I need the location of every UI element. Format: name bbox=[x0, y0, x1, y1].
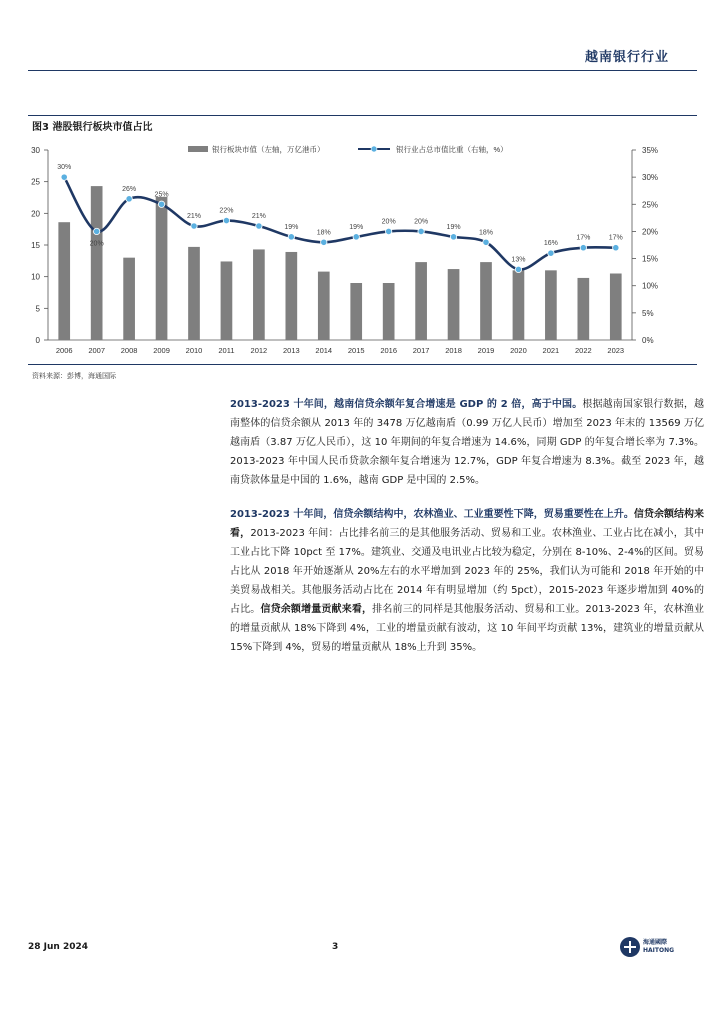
bar-2012 bbox=[253, 249, 265, 340]
ratio-marker-2016 bbox=[385, 228, 391, 234]
right-axis-tick-label: 15% bbox=[642, 254, 659, 264]
paragraph-lead: 2013-2023 十年间，信贷余额结构中，农林渔业、工业重要性下降，贸易重要性在上升。 bbox=[230, 509, 634, 520]
x-axis-tick-label: 2013 bbox=[282, 346, 300, 355]
x-axis-tick-label: 2012 bbox=[250, 346, 268, 355]
header-divider bbox=[28, 70, 697, 71]
ratio-marker-2008 bbox=[126, 196, 132, 202]
ratio-data-label: 17% bbox=[576, 234, 591, 242]
bar-2022 bbox=[577, 278, 589, 340]
figure-bottom-rule bbox=[28, 364, 697, 365]
ratio-marker-2013 bbox=[288, 234, 294, 240]
ratio-data-label: 16% bbox=[543, 240, 558, 248]
ratio-data-label: 20% bbox=[381, 218, 396, 226]
ratio-data-label: 30% bbox=[57, 164, 72, 172]
bar-2018 bbox=[448, 269, 460, 340]
haitong-logo bbox=[620, 937, 674, 957]
ratio-data-label: 26% bbox=[122, 185, 137, 193]
bar-2011 bbox=[221, 261, 233, 340]
bar-2014 bbox=[318, 272, 330, 340]
x-axis-tick-label: 2009 bbox=[153, 346, 170, 355]
paragraph-credit-structure bbox=[230, 505, 704, 657]
left-axis-tick-label: 10 bbox=[31, 272, 40, 282]
legend-bar-swatch bbox=[188, 146, 208, 152]
paragraph-bold-phrase: 信贷余额增量贡献来看， bbox=[260, 604, 373, 615]
legend-bar-label: 银行板块市值（左轴，万亿港币） bbox=[212, 145, 325, 154]
ratio-marker-2006 bbox=[61, 174, 67, 180]
figure-top-rule bbox=[28, 115, 697, 116]
left-axis-tick-label: 25 bbox=[31, 177, 40, 187]
right-axis-tick-label: 0% bbox=[642, 336, 654, 345]
right-axis-tick-label: 25% bbox=[642, 200, 659, 210]
logo-text-en: HAITONG bbox=[643, 947, 675, 954]
ratio-data-label: 22% bbox=[219, 207, 234, 215]
ratio-data-label: 21% bbox=[186, 213, 202, 220]
bar-2008 bbox=[123, 258, 135, 340]
ratio-marker-2014 bbox=[321, 239, 327, 245]
bar-2009 bbox=[156, 197, 168, 340]
x-axis-tick-label: 2007 bbox=[88, 346, 106, 355]
figure-source: 资料来源：彭博，海通国际 bbox=[32, 372, 116, 380]
ratio-marker-2020 bbox=[515, 266, 521, 272]
paragraph-body: 排名前三的同样是其他服务活动、贸易和工业。2013-2023 年，农林渔业的增量贡献从 18%下降到 4%，工业的增量贡献有波动，这 10 年间平均贡献 13%，建筑业的增量贡献从 15%下降到 4%，贸易的增量贡献从 18%上升到 35%。 bbox=[230, 604, 705, 653]
ratio-marker-2011 bbox=[223, 217, 229, 223]
legend-line-marker bbox=[371, 146, 377, 152]
x-axis-tick-label: 2022 bbox=[574, 346, 592, 355]
x-axis-tick-label: 2017 bbox=[412, 346, 430, 355]
ratio-data-label: 19% bbox=[349, 223, 364, 231]
bar-2023 bbox=[610, 274, 622, 341]
x-axis-tick-label: 2014 bbox=[315, 346, 333, 355]
ratio-marker-2015 bbox=[353, 234, 359, 240]
x-axis-tick-label: 2020 bbox=[510, 346, 527, 355]
paragraph-bold-phrase: 信贷余额结构来看， bbox=[230, 509, 705, 539]
x-axis-tick-label: 2021 bbox=[542, 346, 560, 355]
ratio-marker-2021 bbox=[548, 250, 554, 256]
bar-2021 bbox=[545, 270, 557, 340]
right-axis-tick-label: 5% bbox=[642, 308, 654, 318]
ratio-marker-2018 bbox=[450, 234, 456, 240]
ratio-marker-2019 bbox=[483, 239, 489, 245]
ratio-marker-2022 bbox=[580, 245, 586, 251]
page-number: 3 bbox=[332, 942, 339, 952]
ratio-marker-2012 bbox=[256, 223, 262, 229]
bar-2015 bbox=[350, 283, 362, 340]
right-axis-tick-label: 10% bbox=[642, 281, 659, 291]
ratio-marker-2009 bbox=[158, 201, 164, 207]
paragraph-credit-growth bbox=[230, 395, 704, 490]
left-axis-tick-label: 20 bbox=[31, 209, 40, 219]
paragraph-body: 根据越南国家银行数据，越南整体的信贷余额从 2013 年的 3478 万亿越南盾（0.99 万亿人民币）增加至 2023 年末的 13569 万亿越南盾（3.87 万亿人民币），这 10 年期间的年复合增速为 14.6%，同期 GDP 的年复合增长率为 7.3%。2013-2023 年中国人民币贷款余额年复合增速为 12.7%，GDP 年复合增速为 8.3%。截至 2023 年，越南贷款体量是中国的 1.6%，越南 GDP 是中国的 2.5%。 bbox=[230, 399, 705, 486]
x-axis-tick-label: 2010 bbox=[185, 346, 203, 355]
left-axis-tick-label: 5 bbox=[35, 304, 40, 314]
haitong-logo-icon bbox=[620, 937, 640, 957]
x-axis-tick-label: 2019 bbox=[477, 346, 495, 355]
ratio-marker-2010 bbox=[191, 223, 197, 229]
legend-line-label: 银行业占总市值比重（右轴，%） bbox=[396, 145, 508, 154]
bar-2019 bbox=[480, 262, 492, 340]
ratio-marker-2023 bbox=[613, 245, 619, 251]
right-axis-tick-label: 30% bbox=[642, 173, 659, 183]
bar-2013 bbox=[285, 252, 297, 340]
figure-title: 图3 港股银行板块市值占比 bbox=[32, 122, 153, 133]
bar-2006 bbox=[58, 222, 70, 340]
ratio-data-label: 19% bbox=[284, 223, 299, 231]
x-axis-tick-label: 2018 bbox=[445, 346, 462, 355]
x-axis-tick-label: 2015 bbox=[347, 346, 365, 355]
bank-market-cap-chart bbox=[0, 140, 725, 362]
paragraph-lead: 2013-2023 十年间，越南信贷余额年复合增速是 GDP 的 2 倍，高于中国。 bbox=[230, 399, 583, 410]
ratio-data-label: 20% bbox=[89, 240, 104, 248]
ratio-data-label: 20% bbox=[414, 218, 429, 226]
ratio-data-label: 18% bbox=[316, 229, 331, 237]
ratio-marker-2017 bbox=[418, 228, 424, 234]
report-header-title: 越南银行行业 bbox=[584, 50, 669, 65]
x-axis-tick-label: 2016 bbox=[380, 346, 398, 355]
ratio-data-label: 21% bbox=[251, 213, 266, 220]
left-axis-tick-label: 15 bbox=[31, 241, 40, 250]
x-axis-tick-label: 2023 bbox=[607, 346, 625, 355]
right-axis-tick-label: 35% bbox=[642, 146, 659, 155]
left-axis-tick-label: 0 bbox=[35, 336, 40, 345]
x-axis-tick-label: 2006 bbox=[55, 346, 73, 355]
bar-2016 bbox=[383, 283, 395, 340]
bar-2010 bbox=[188, 247, 200, 340]
bar-2020 bbox=[513, 270, 525, 340]
ratio-data-label: 25% bbox=[154, 191, 169, 199]
ratio-data-label: 17% bbox=[608, 234, 623, 242]
ratio-data-label: 13% bbox=[511, 256, 526, 264]
ratio-data-label: 19% bbox=[446, 223, 461, 231]
bar-2017 bbox=[415, 262, 427, 340]
left-axis-tick-label: 30 bbox=[31, 146, 40, 155]
logo-text-cn: 海通國際 bbox=[643, 939, 668, 946]
x-axis-tick-label: 2011 bbox=[218, 346, 235, 355]
x-axis-tick-label: 2008 bbox=[120, 346, 138, 355]
ratio-marker-2007 bbox=[93, 228, 99, 234]
footer-date: 28 Jun 2024 bbox=[28, 942, 89, 952]
bar-2007 bbox=[91, 186, 103, 340]
right-axis-tick-label: 20% bbox=[642, 227, 659, 237]
paragraph-body: 2013-2023 年间：占比排名前三的是其他服务活动、贸易和工业。农林渔业、工业占比在减小，其中工业占比下降 10pct 至 17%。建筑业、交通及电讯业占比较为稳定，分别在 8-10%、2-4%的区间。贸易占比从 2018 年开始逐渐从 20%左右的水平增加到 2023 年的 25%，我们认为可能和 2018 年开始的中美贸易战相关。其他服务活动占比在 2014 年有明显增加（约 5pct），2015-2023 年逐步增加到 40%的占比。 bbox=[230, 528, 705, 615]
ratio-data-label: 18% bbox=[478, 229, 494, 237]
ratio-line bbox=[64, 177, 616, 269]
